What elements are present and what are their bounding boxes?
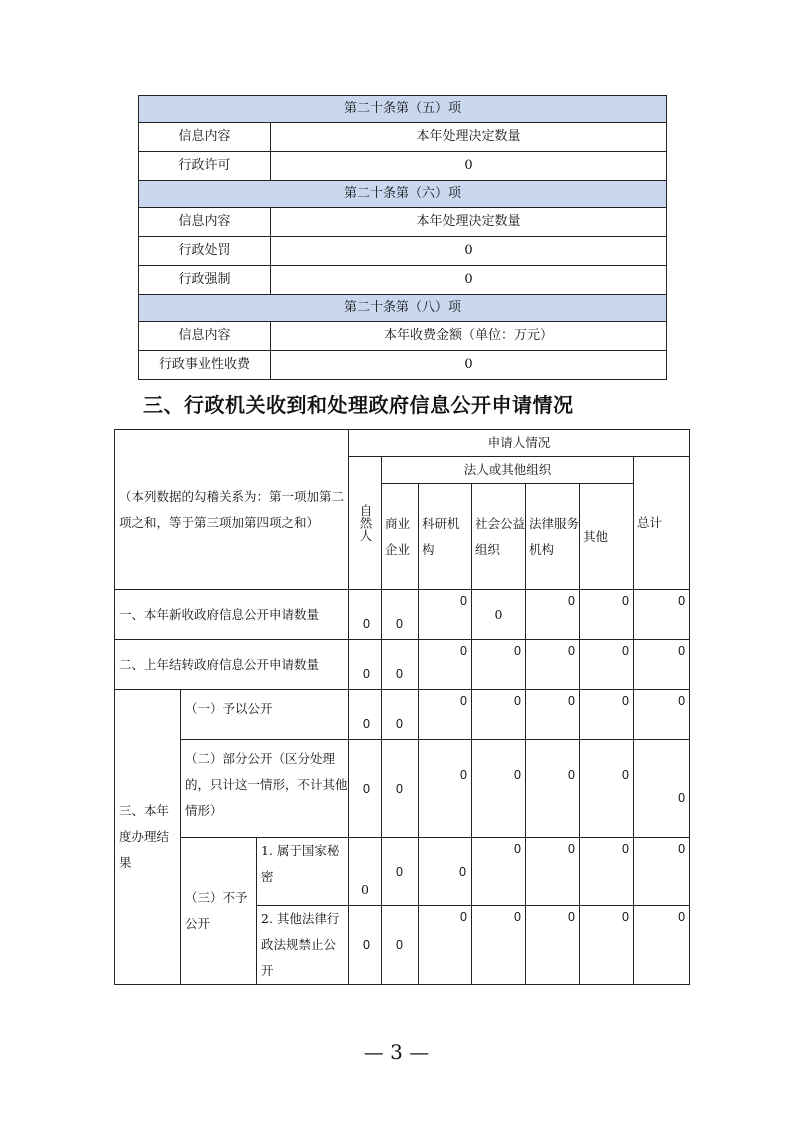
col-label-left: 信息内容 — [139, 208, 271, 237]
cell-value: 0 — [634, 590, 690, 640]
col-total: 总计 — [634, 457, 690, 590]
cell-value: 0 — [526, 906, 580, 985]
cell-value: 0 — [419, 906, 472, 985]
col-research: 科研机构 — [419, 484, 472, 590]
section-title: 三、行政机关收到和处理政府信息公开申请情况 — [143, 393, 574, 417]
cell-value: 0 — [634, 640, 690, 690]
cell-value: 0 — [526, 590, 580, 640]
cell-value: 0 — [419, 590, 472, 640]
cell-value: 0 — [382, 690, 419, 740]
cell-value: 0 — [634, 906, 690, 985]
cell-value: 0 — [472, 690, 526, 740]
col-label-right: 本年处理决定数量 — [271, 208, 667, 237]
result-group-label: 三、本年度办理结果 — [115, 690, 181, 985]
col-legal-service: 法律服务机构 — [526, 484, 580, 590]
row-label: 1. 属于国家秘密 — [257, 838, 349, 906]
cell-value: 0 — [634, 838, 690, 906]
cell-value: 0 — [382, 640, 419, 690]
cell-value: 0 — [349, 838, 382, 906]
cell-value: 0 — [526, 838, 580, 906]
row-value: 0 — [271, 237, 667, 266]
cell-value: 0 — [419, 640, 472, 690]
note-cell: （本列数据的勾稽关系为：第一项加第二项之和，等于第三项加第四项之和） — [115, 430, 349, 590]
cell-value: 0 — [419, 838, 472, 906]
cell-value: 0 — [382, 740, 419, 838]
section-header: 第二十条第（八）项 — [139, 295, 667, 322]
row-label: 一、本年新收政府信息公开申请数量 — [115, 590, 349, 640]
cell-value: 0 — [382, 906, 419, 985]
cell-value: 0 — [634, 740, 690, 838]
row-value: 0 — [271, 266, 667, 295]
deny-group-label: （三）不予公开 — [181, 838, 257, 985]
cell-value: 0 — [634, 690, 690, 740]
col-label-left: 信息内容 — [139, 123, 271, 152]
cell-value: 0 — [580, 906, 634, 985]
cell-value: 0 — [526, 640, 580, 690]
cell-value: 0 — [349, 740, 382, 838]
cell-value: 0 — [580, 740, 634, 838]
col-business: 商业企业 — [382, 484, 419, 590]
cell-value: 0 — [580, 640, 634, 690]
cell-value: 0 — [472, 838, 526, 906]
table-row — [115, 590, 690, 640]
cell-value: 0 — [349, 590, 382, 640]
cell-value: 0 — [526, 690, 580, 740]
row-value: 0 — [271, 152, 667, 181]
cell-value: 0 — [472, 640, 526, 690]
row-label: （二）部分公开（区分处理的，只计这一情形，不计其他情形） — [181, 740, 349, 838]
col-label-right: 本年处理决定数量 — [271, 123, 667, 152]
col-other: 其他 — [580, 484, 634, 590]
application-table — [114, 429, 690, 985]
section-header: 第二十条第（六）项 — [139, 181, 667, 208]
row-label: 行政强制 — [139, 266, 271, 295]
cell-value: 0 — [580, 590, 634, 640]
col-social-org: 社会公益组织 — [472, 484, 526, 590]
cell-value: 0 — [526, 740, 580, 838]
cell-value: 0 — [382, 590, 419, 640]
cell-value: 0 — [580, 690, 634, 740]
row-label: （一）予以公开 — [181, 690, 349, 740]
col-label-right: 本年收费金额（单位：万元） — [271, 322, 667, 351]
row-label: 行政许可 — [139, 152, 271, 181]
col-label-left: 信息内容 — [139, 322, 271, 351]
cell-value: 0 — [349, 906, 382, 985]
table-row — [115, 838, 690, 906]
cell-value: 0 — [419, 740, 472, 838]
cell-value: 0 — [472, 590, 526, 640]
legal-org-header: 法人或其他组织 — [382, 457, 634, 484]
cell-value: 0 — [419, 690, 472, 740]
cell-value: 0 — [472, 740, 526, 838]
disclosure-table-1 — [138, 95, 667, 380]
cell-value: 0 — [580, 838, 634, 906]
row-label: 行政处罚 — [139, 237, 271, 266]
row-label: 行政事业性收费 — [139, 351, 271, 380]
cell-value: 0 — [349, 690, 382, 740]
cell-value: 0 — [349, 640, 382, 690]
cell-value: 0 — [382, 838, 419, 906]
applicant-header: 申请人情况 — [349, 430, 690, 457]
cell-value: 0 — [472, 906, 526, 985]
row-value: 0 — [271, 351, 667, 380]
row-label: 二、上年结转政府信息公开申请数量 — [115, 640, 349, 690]
row-label: 2. 其他法律行政法规禁止公开 — [257, 906, 349, 985]
table-row — [115, 690, 690, 740]
page-number: — 3 — — [363, 1040, 430, 1064]
table-row — [115, 640, 690, 690]
section-header: 第二十条第（五）项 — [139, 96, 667, 123]
table-row — [115, 740, 690, 838]
col-natural-person: 自然人 — [349, 457, 382, 590]
